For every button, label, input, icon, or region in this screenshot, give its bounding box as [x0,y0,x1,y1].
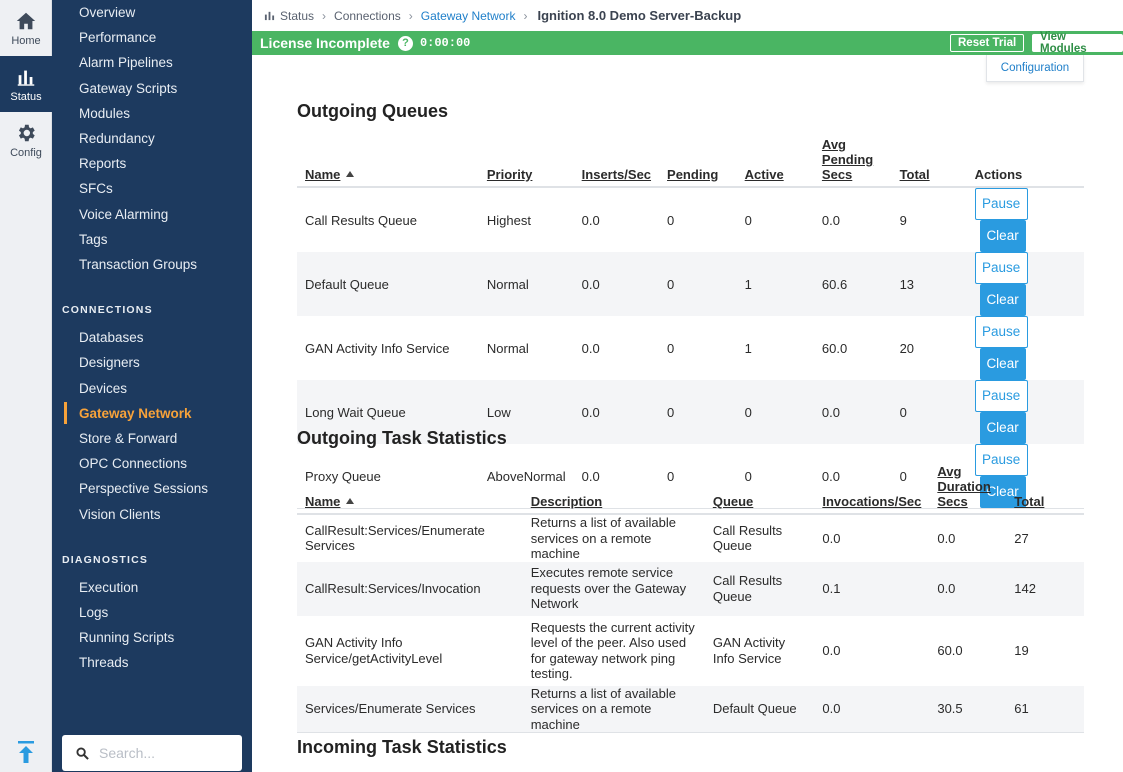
breadcrumb-connections[interactable]: Connections [334,8,401,23]
nav-item-voice-alarming[interactable]: Voice Alarming [79,207,169,222]
icon-rail [0,0,52,772]
queue-active: 0 [744,212,752,228]
task-description: Executes remote service requests over the Gateway Network [530,565,687,612]
pause-button[interactable]: Pause [975,252,1028,284]
breadcrumb [264,0,741,31]
queue-priority: Highest [486,212,531,228]
rail-config-label: Config [10,146,42,159]
task-name: CallResult:Services/Enumerate Services [305,522,485,554]
task-invocations-sec: 0.0 [822,530,841,546]
clear-button[interactable]: Clear [980,348,1026,380]
queue-avg-pending: 0.0 [821,468,840,484]
task-queue: GAN Activity Info Service [712,635,786,666]
column-header-description[interactable]: Description [530,494,603,509]
queue-name: Long Wait Queue [305,404,406,420]
nav-item-tags[interactable]: Tags [79,232,108,247]
nav-item-alarm-pipelines[interactable]: Alarm Pipelines [79,55,173,70]
clear-button[interactable]: Clear [980,412,1026,444]
task-description: Returns a list of available services on a remote machine [530,515,676,561]
nav-item-opc-connections[interactable]: OPC Connections [79,456,188,471]
gear-icon [15,122,37,144]
nav-item-gateway-network[interactable]: Gateway Network [79,406,192,421]
queue-inserts-sec: 0.0 [581,468,600,484]
license-banner [252,31,1123,55]
nav-item-databases[interactable]: Databases [79,330,144,345]
column-header-total[interactable]: Total [1014,494,1045,509]
task-total: 27 [1014,530,1029,546]
nav-item-execution[interactable]: Execution [79,580,139,595]
queue-active: 1 [744,340,752,356]
license-status-text: License Incomplete [260,35,390,51]
nav-item-modules[interactable]: Modules [79,106,131,121]
queue-avg-pending: 0.0 [821,212,840,228]
task-invocations-sec: 0.1 [822,580,841,596]
nav-section-diagnostics: DIAGNOSTICS [62,554,149,566]
view-modules-button[interactable]: View Modules [1032,34,1123,52]
configuration-link[interactable]: Configuration [986,55,1084,82]
column-header-avg-pending-secs[interactable]: Avg Pending Secs [821,137,874,182]
nav-item-store-forward[interactable]: Store & Forward [79,431,178,446]
queue-pending: 0 [667,468,675,484]
scroll-top-button[interactable] [0,740,52,764]
queue-name: Default Queue [305,276,389,292]
column-header-invocations-sec[interactable]: Invocations/Sec [822,494,922,509]
queue-total: 0 [899,404,907,420]
outgoing-queues-title: Outgoing Queues [297,101,448,121]
table-row [297,316,1084,380]
task-name: CallResult:Services/Invocation [305,580,481,596]
queue-name: Call Results Queue [305,212,417,228]
task-queue: Call Results Queue [712,573,783,604]
nav-item-performance[interactable]: Performance [79,30,157,45]
table-row [297,187,1084,252]
home-icon [15,10,37,32]
task-avg-duration: 30.5 [937,701,963,716]
task-queue: Default Queue [712,701,797,716]
nav-item-transaction-groups[interactable]: Transaction Groups [79,257,198,272]
nav-section-connections: CONNECTIONS [62,304,153,316]
clear-button[interactable]: Clear [980,220,1026,252]
task-invocations-sec: 0.0 [822,701,841,716]
queue-inserts-sec: 0.0 [581,340,600,356]
task-total: 142 [1014,580,1036,596]
queue-active: 1 [744,276,752,292]
nav-item-devices[interactable]: Devices [79,381,128,396]
queue-avg-pending: 60.0 [821,340,848,356]
column-header-inserts-sec[interactable]: Inserts/Sec [581,167,652,182]
outgoing-queues-table [297,132,1084,509]
queue-priority: Low [486,404,511,420]
table-row [297,252,1084,316]
queue-total: 13 [899,276,915,292]
outgoing-tasks-title: Outgoing Task Statistics [297,428,507,448]
queue-actions [967,252,1084,316]
task-description: Returns a list of available services on a remote machine [530,685,676,732]
arrow-up-to-top-icon [16,740,36,764]
main-content [252,0,1123,772]
pause-button[interactable]: Pause [975,316,1028,348]
breadcrumb-status[interactable]: Status [280,8,315,23]
table-row [297,514,1084,562]
queue-total: 9 [899,212,907,228]
task-queue: Call Results Queue [712,522,783,554]
nav-item-logs[interactable]: Logs [79,605,109,620]
column-header-pending[interactable]: Pending [667,167,719,182]
column-header-total[interactable]: Total [899,167,930,182]
column-header-name[interactable]: Name [297,459,523,514]
outgoing-tasks-table [297,459,1084,733]
breadcrumb-gateway-network[interactable]: Gateway Network [420,8,516,23]
queue-active: 0 [744,404,752,420]
queue-inserts-sec: 0.0 [581,276,600,292]
column-header-avg-duration-secs[interactable]: Avg Duration Secs [937,464,991,509]
task-total: 19 [1014,642,1029,658]
column-header-active[interactable]: Active [744,167,784,182]
queue-priority: Normal [486,340,529,356]
queue-name: Proxy Queue [305,468,381,484]
task-name: GAN Activity Info Service/getActivityLevel [305,635,443,666]
pause-button[interactable]: Pause [975,188,1028,220]
clear-button[interactable]: Clear [980,284,1026,316]
queue-total: 20 [899,340,915,356]
pause-button[interactable]: Pause [975,380,1028,412]
nav-item-reports[interactable]: Reports [79,156,127,171]
queue-avg-pending: 0.0 [821,404,840,420]
rail-config[interactable] [0,112,52,168]
task-avg-duration: 60.0 [937,642,963,658]
breadcrumb-separator: › [322,8,327,23]
task-avg-duration: 0.0 [937,530,956,546]
table-row [297,616,1084,686]
search-icon [76,747,89,760]
queue-pending: 0 [667,212,675,228]
bar-chart-icon [15,66,37,88]
queue-pending: 0 [667,340,675,356]
table-row [297,562,1084,616]
queue-inserts-sec: 0.0 [581,212,600,228]
nav-sidebar [52,0,252,772]
task-avg-duration: 0.0 [937,580,956,596]
nav-item-threads[interactable]: Threads [79,655,129,670]
nav-item-sfcs[interactable]: SFCs [79,181,113,196]
task-name: Services/Enumerate Services [305,701,476,716]
table-row [297,686,1084,733]
column-header-queue[interactable]: Queue [712,494,754,509]
queue-priority: AboveNormal [486,468,566,484]
nav-item-perspective-sessions[interactable]: Perspective Sessions [79,481,209,496]
queue-active: 0 [744,468,752,484]
task-total: 61 [1014,701,1029,716]
rail-status-label: Status [10,90,42,103]
queue-actions [967,187,1084,252]
breadcrumb-separator: › [523,8,528,23]
queue-actions [967,380,1084,444]
queue-actions [967,316,1084,380]
nav-item-vision-clients[interactable]: Vision Clients [79,507,161,522]
nav-item-redundancy[interactable]: Redundancy [79,131,155,146]
nav-item-gateway-scripts[interactable]: Gateway Scripts [79,81,178,96]
column-header-priority[interactable]: Priority [486,167,533,182]
task-description: Requests the current activity level of the peer. Also used for gateway network ping testing. [530,619,695,681]
help-icon[interactable]: ? [398,36,413,51]
queue-inserts-sec: 0.0 [581,404,600,420]
license-timer: 0:00:00 [419,36,471,50]
queue-pending: 0 [667,404,675,420]
nav-item-running-scripts[interactable]: Running Scripts [79,630,175,645]
queue-avg-pending: 60.6 [821,276,848,292]
column-header-actions: Actions [974,167,1023,182]
nav-item-overview[interactable]: Overview [79,5,136,20]
page-title: Ignition 8.0 Demo Server-Backup [537,8,742,23]
queue-name: GAN Activity Info Service [305,340,450,356]
rail-home-label: Home [11,34,41,47]
queue-total: 0 [899,468,907,484]
clear-button[interactable]: Clear [980,476,1026,508]
column-header-name[interactable]: Name [297,132,479,187]
rail-home[interactable] [0,0,52,56]
breadcrumb-separator: › [408,8,413,23]
queue-priority: Normal [486,276,529,292]
active-nav-marker [64,402,67,424]
bar-chart-icon [264,10,275,21]
rail-status[interactable] [0,56,52,112]
reset-trial-button[interactable]: Reset Trial [950,34,1024,52]
nav-search-box[interactable] [62,735,242,771]
incoming-tasks-title: Incoming Task Statistics [297,737,507,757]
pause-button[interactable]: Pause [975,444,1028,476]
task-invocations-sec: 0.0 [822,642,841,658]
nav-item-designers[interactable]: Designers [79,355,140,370]
search-input[interactable] [99,745,229,761]
queue-pending: 0 [667,276,675,292]
